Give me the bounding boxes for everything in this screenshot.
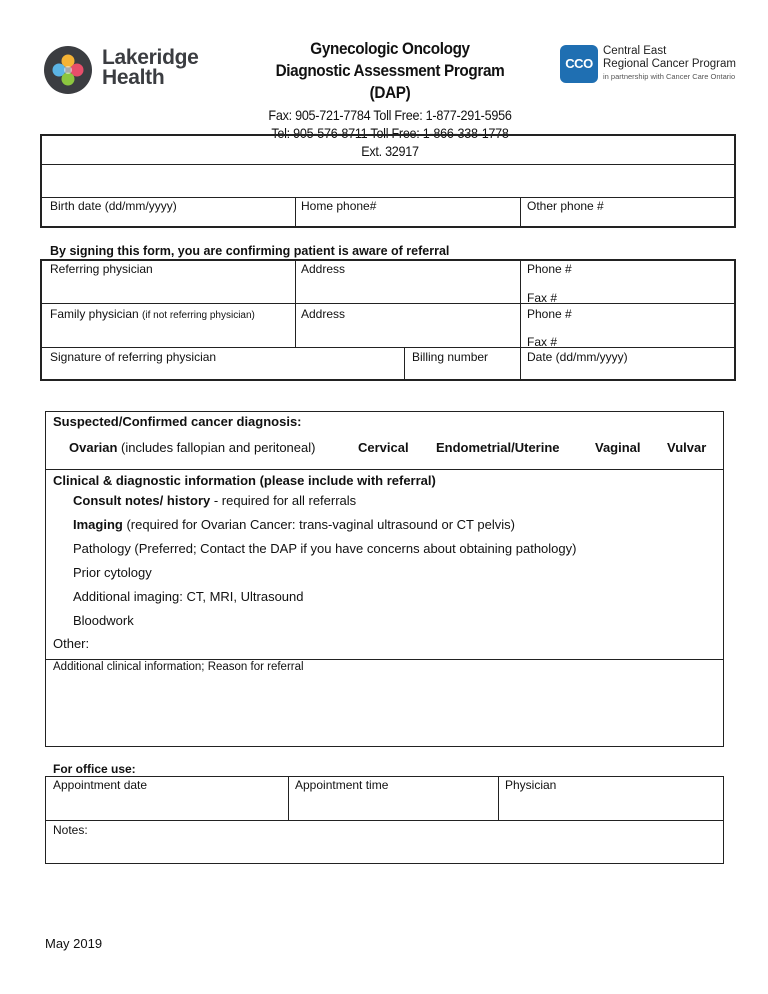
- form-title: Gynecologic Oncology: [310, 39, 470, 58]
- lakeridge-logo-text: Lakeridge Health: [102, 46, 199, 89]
- cco-logo: [560, 45, 740, 85]
- cco-badge-icon: CCO: [560, 45, 598, 83]
- appointment-time-field[interactable]: Appointment time: [295, 778, 389, 792]
- consent-statement: By signing this form, you are confirming patient is aware of referral: [50, 244, 450, 258]
- ext-line: Ext. 32917: [361, 143, 419, 159]
- cco-line-1: Central East: [603, 45, 667, 57]
- lakeridge-health-logo: [44, 44, 199, 96]
- family-physician-field[interactable]: Family physician (if not referring physician): [50, 307, 255, 321]
- consult-notes-checkbox[interactable]: Consult notes/ history - required for all referrals: [73, 493, 357, 508]
- other-phone-field[interactable]: Other phone #: [527, 199, 604, 213]
- notes-field[interactable]: Notes:: [53, 823, 88, 837]
- other-field[interactable]: Other:: [53, 636, 90, 651]
- appointment-date-field[interactable]: Appointment date: [53, 778, 148, 792]
- referral-date-field[interactable]: Date (dd/mm/yyyy): [527, 350, 628, 364]
- fax-line: Fax: 905-721-7784 Toll Free: 1-877-291-5956: [268, 107, 512, 123]
- bloodwork-checkbox[interactable]: Bloodwork: [73, 613, 134, 628]
- cco-line-2: Regional Cancer Program: [603, 58, 736, 70]
- family-physician-note: (if not referring physician): [142, 310, 255, 321]
- billing-number-field[interactable]: Billing number: [412, 350, 489, 364]
- office-use-heading: For office use:: [53, 762, 136, 776]
- clinical-heading: Clinical & diagnostic information (please include with referral): [53, 473, 436, 488]
- birth-date-field[interactable]: Birth date (dd/mm/yyyy): [50, 199, 177, 213]
- pathology-checkbox[interactable]: Pathology (Preferred; Contact the DAP if you have concerns about obtaining pathology): [73, 541, 577, 556]
- vaginal-checkbox[interactable]: Vaginal: [595, 440, 641, 455]
- form-subtitle: Diagnostic Assessment Program (DAP): [275, 61, 505, 102]
- physician-field[interactable]: Physician: [505, 778, 557, 792]
- footer-date: May 2019: [45, 936, 103, 951]
- vulvar-checkbox[interactable]: Vulvar: [667, 440, 707, 455]
- referring-address-field[interactable]: Address: [301, 262, 346, 276]
- lakeridge-logo-icon: [44, 46, 92, 94]
- family-phone-field[interactable]: Phone #: [527, 307, 572, 321]
- tel-line: Tel: 905-576-8711 Toll Free: 1-866-338-1778: [271, 125, 509, 141]
- family-address-field[interactable]: Address: [301, 307, 346, 321]
- referring-physician-field[interactable]: Referring physician: [50, 262, 153, 276]
- family-fax-field[interactable]: Fax #: [527, 335, 558, 349]
- referring-phone-field[interactable]: Phone #: [527, 262, 572, 276]
- additional-info-field[interactable]: Additional clinical information; Reason for referral: [53, 661, 304, 673]
- prior-cytology-checkbox[interactable]: Prior cytology: [73, 565, 152, 580]
- imaging-checkbox[interactable]: Imaging (required for Ovarian Cancer: trans-vaginal ultrasound or CT pelvis): [73, 517, 515, 532]
- additional-imaging-checkbox[interactable]: Additional imaging: CT, MRI, Ultrasound: [73, 589, 304, 604]
- ovarian-checkbox[interactable]: Ovarian (includes fallopian and peritoneal): [69, 440, 316, 455]
- form-title-block: [240, 38, 540, 160]
- diagnosis-heading: Suspected/Confirmed cancer diagnosis:: [53, 414, 302, 429]
- home-phone-field[interactable]: Home phone#: [301, 199, 377, 213]
- endometrial-checkbox[interactable]: Endometrial/Uterine: [436, 440, 560, 455]
- signature-field[interactable]: Signature of referring physician: [50, 350, 217, 364]
- cervical-checkbox[interactable]: Cervical: [358, 440, 409, 455]
- referring-fax-field[interactable]: Fax #: [527, 291, 558, 305]
- cco-line-3: in partnership with Cancer Care Ontario: [603, 72, 736, 81]
